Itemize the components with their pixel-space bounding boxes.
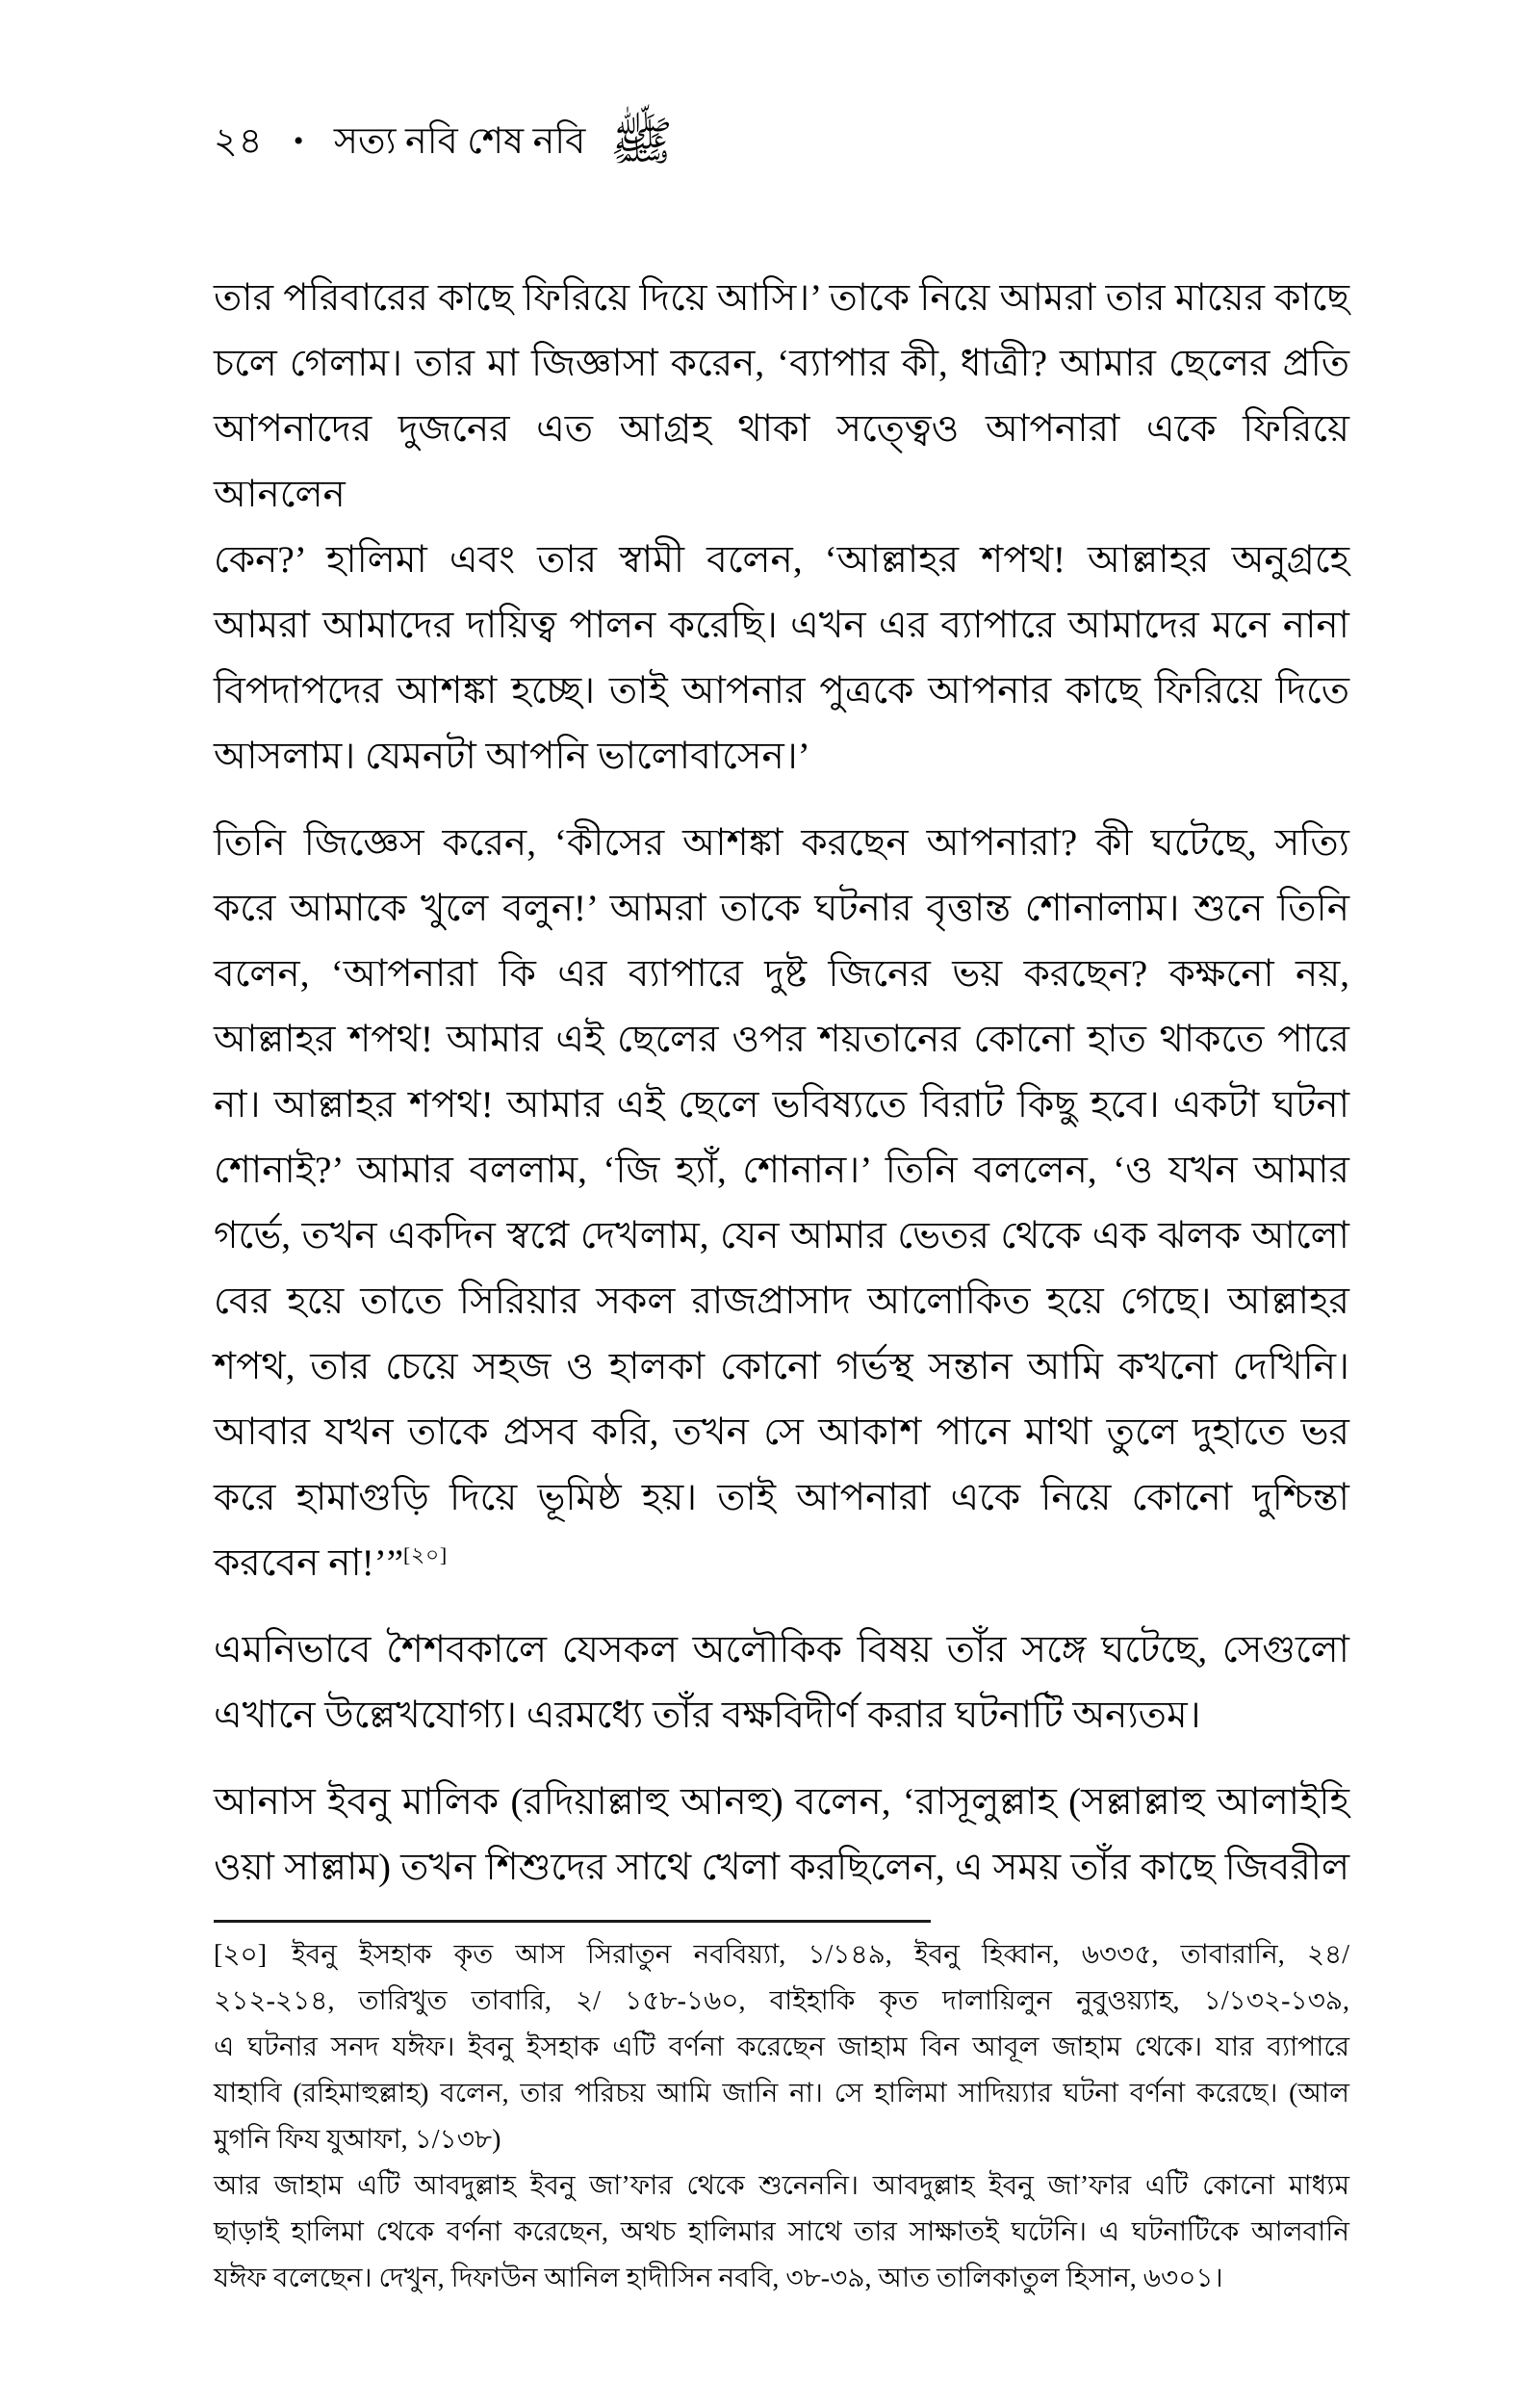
- text-line: যাহাবি (রহিমাহুল্লাহ) বলেন, তার পরিচয় আমি জানি না। সে হালিমা সাদিয়্যার ঘটনা বর্ণনা করেছে। (আল: [214, 2079, 1349, 2109]
- book-title: সত্য নবি শেষ নবি: [333, 121, 586, 162]
- text-line: ওয়া সাল্লাম) তখন শিশুদের সাথে খেলা করছিলেন, এ সময় তাঁর কাছে জিবরীল: [214, 1847, 1349, 1888]
- text-line: আল্লাহর শপথ! আমার এই ছেলের ওপর শয়তানের কোনো হাত থাকতে পারে: [214, 1019, 1349, 1060]
- page-number: ২৪: [214, 121, 264, 162]
- footnote-reference: [২০]: [403, 1543, 449, 1566]
- text-line: ২১২-২১৪, তারিখুত তাবারি, ২/ ১৫৮-১৬০, বাইহাকি কৃত দালায়িলুন নুবুওয়্যাহ, ১/১৩২-১৩৯,: [214, 1986, 1349, 2016]
- text-line: মুগনি ফিয যুআফা, ১/১৩৮): [214, 2125, 501, 2155]
- footnote-marker: [২০]: [214, 1940, 268, 1970]
- text-line: করবেন না!’”[২০]: [214, 1542, 449, 1584]
- paragraph: [214, 1932, 1349, 2163]
- text-line: এ ঘটনার সনদ যঈফ। ইবনু ইসহাক এটি বর্ণনা করেছেন জাহাম বিন আবূল জাহাম থেকে। যার ব্যাপারে: [214, 2032, 1349, 2062]
- text-line: তিনি জিজ্ঞেস করেন, ‘কীসের আশঙ্কা করছেন আপনারা? কী ঘটেছে, সত্যি: [214, 822, 1349, 864]
- footnote-section: [214, 1920, 1349, 2302]
- text-line: করে আমাকে খুলে বলুন!’ আমরা তাকে ঘটনার বৃত্তান্ত শোনালাম। শুনে তিনি: [214, 888, 1349, 929]
- bullet-separator-icon: •: [293, 125, 304, 157]
- text-line: আর জাহাম এটি আবদুল্লাহ ইবনু জা’ফার থেকে শুনেননি। আবদুল্লাহ ইবনু জা’ফার এটি কোনো মাধ্যম: [214, 2171, 1349, 2201]
- paragraph: [214, 266, 1349, 789]
- text-line: তার পরিবারের কাছে ফিরিয়ে দিয়ে আসি।’ তাকে নিয়ে আমরা তার মায়ের কাছে: [214, 277, 1349, 319]
- text-line: বিপদাপদের আশঙ্কা হচ্ছে। তাই আপনার পুত্রকে আপনার কাছে ফিরিয়ে দিতে: [214, 670, 1349, 712]
- paragraph: [214, 2163, 1349, 2302]
- text-line: এমনিভাবে শৈশবকালে যেসকল অলৌকিক বিষয় তাঁর সঙ্গে ঘটেছে, সেগুলো: [214, 1629, 1349, 1670]
- text-line: আপনাদের দুজনের এত আগ্রহ থাকা সত্ত্বেও আপনারা একে ফিরিয়ে আনলেন: [214, 408, 1349, 515]
- footnote-text: [214, 1932, 1349, 2302]
- text-line: চলে গেলাম। তার মা জিজ্ঞাসা করেন, ‘ব্যাপার কী, ধাত্রী? আমার ছেলের প্রতি: [214, 343, 1349, 384]
- text-line: আসলাম। যেমনটা আপনি ভালোবাসেন।’: [214, 736, 810, 777]
- body-text: [214, 266, 1349, 1901]
- text-line: বলেন, ‘আপনারা কি এর ব্যাপারে দুষ্ট জিনের ভয় করছেন? কক্ষনো নয়,: [214, 953, 1349, 995]
- text-line: আনাস ইবনু মালিক (রদিয়াল্লাহু আনহু) বলেন, ‘রাসূলুল্লাহ (সল্লাল্লাহু আলাইহি: [214, 1781, 1349, 1823]
- sallallahu-calligraphy-icon: ﷺ: [609, 113, 674, 170]
- text-line: বের হয়ে তাতে সিরিয়ার সকল রাজপ্রাসাদ আলোকিত হয়ে গেছে। আল্লাহর: [214, 1281, 1349, 1322]
- text-line: যঈফ বলেছেন। দেখুন, দিফাউন আনিল হাদীসিন নববি, ৩৮-৩৯, আত তালিকাতুল হিসান, ৬৩০১।: [214, 2264, 1223, 2293]
- text-line: শোনাই?’ আমার বললাম, ‘জি হ্যাঁ, শোনান।’ তিনি বললেন, ‘ও যখন আমার: [214, 1150, 1349, 1191]
- paragraph: [214, 1618, 1349, 1748]
- text-line: গর্ভে, তখন একদিন স্বপ্নে দেখলাম, যেন আমার ভেতর থেকে এক ঝলক আলো: [214, 1215, 1349, 1256]
- text-line: শপথ, তার চেয়ে সহজ ও হালকা কোনো গর্ভস্থ সন্তান আমি কখনো দেখিনি।: [214, 1346, 1349, 1387]
- text-line: এখানে উল্লেখযোগ্য। এরমধ্যে তাঁর বক্ষবিদীর্ণ করার ঘটনাটি অন্যতম।: [214, 1695, 1201, 1736]
- text-line: না। আল্লাহর শপথ! আমার এই ছেলে ভবিষ্যতে বিরাট কিছু হবে। একটা ঘটনা: [214, 1084, 1349, 1126]
- text-line: আবার যখন তাকে প্রসব করি, তখন সে আকাশ পানে মাথা তুলে দুহাতে ভর: [214, 1411, 1349, 1453]
- text-column: [214, 114, 1349, 2302]
- text-line: [২০] ইবনু ইসহাক কৃত আস সিরাতুন নববিয়্যা, ১/১৪৯, ইবনু হিব্বান, ৬৩৩৫, তাবারানি, ২৪/: [214, 1940, 1349, 1970]
- paragraph: [214, 811, 1349, 1596]
- footnote-divider: [214, 1920, 931, 1923]
- running-header: [214, 114, 1349, 169]
- text-line: করে হামাগুড়ি দিয়ে ভূমিষ্ঠ হয়। তাই আপনারা একে নিয়ে কোনো দুশ্চিন্তা: [214, 1477, 1349, 1518]
- paragraph: [214, 1770, 1349, 1901]
- text-line: ছাড়াই হালিমা থেকে বর্ণনা করেছেন, অথচ হালিমার সাথে তার সাক্ষাতই ঘটেনি। এ ঘটনাটিকে আলবানি: [214, 2217, 1349, 2247]
- text-line: কেন?’ হালিমা এবং তার স্বামী বলেন, ‘আল্লাহর শপথ! আল্লাহর অনুগ্রহে: [214, 539, 1349, 581]
- text-line: আমরা আমাদের দায়িত্ব পালন করেছি। এখন এর ব্যাপারে আমাদের মনে নানা: [214, 605, 1349, 646]
